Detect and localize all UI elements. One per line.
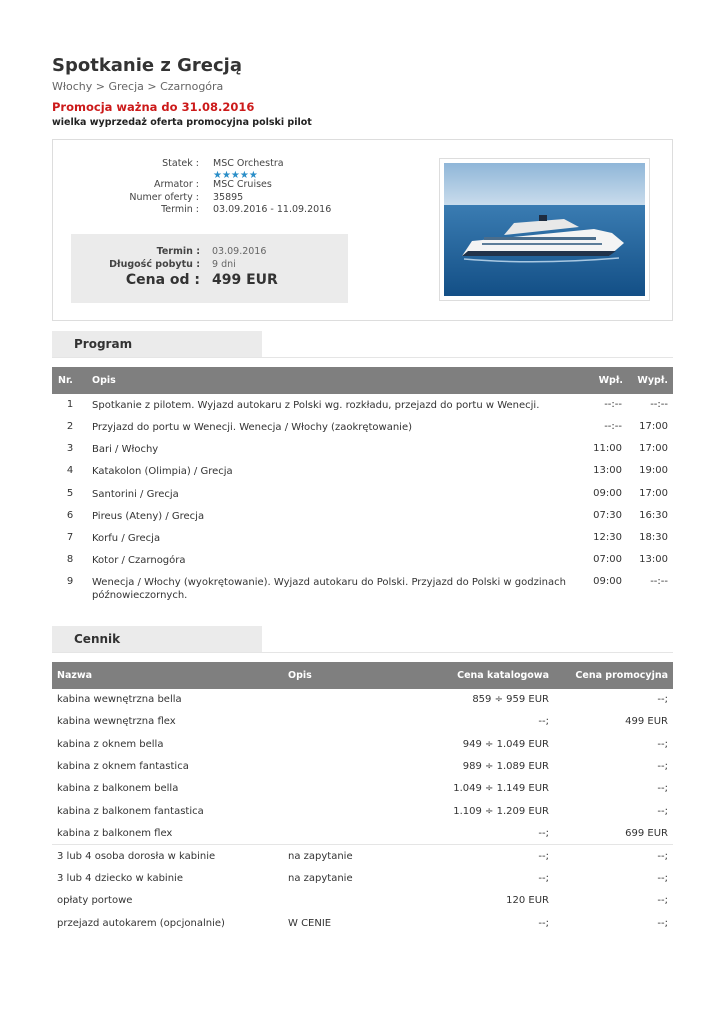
term-value: 03.09.2016 - 11.09.2016 bbox=[213, 204, 332, 215]
program-row-arrival: 13:00 bbox=[593, 465, 622, 476]
price-row-catalog: --; bbox=[538, 828, 549, 839]
program-row-arrival: --:-- bbox=[604, 421, 622, 432]
program-row-arrival: 12:30 bbox=[593, 532, 622, 543]
program-row-nr: 6 bbox=[66, 510, 74, 521]
program-row-departure: 17:00 bbox=[639, 488, 668, 499]
price-box bbox=[71, 234, 348, 303]
price-term-value: 03.09.2016 bbox=[212, 246, 267, 257]
program-row-description: Przyjazd do portu w Wenecji. Wenecja / Włochy (zaokrętowanie) bbox=[92, 422, 413, 433]
offer-number-value: 35895 bbox=[213, 192, 244, 203]
program-col-nr: Nr. bbox=[58, 375, 73, 386]
price-row-name: kabina z oknem bella bbox=[57, 739, 164, 750]
cennik-table-header bbox=[52, 662, 673, 689]
owner-label: Armator : bbox=[154, 179, 199, 190]
price-row-promo: --; bbox=[657, 851, 668, 862]
price-row-name: 3 lub 4 dziecko w kabinie bbox=[57, 873, 183, 884]
price-row-catalog: 949 ÷ 1.049 EUR bbox=[462, 739, 549, 750]
program-row-description: Wenecja / Włochy (wyokrętowanie). Wyjazd autokaru do Polski. Przyjazd do Polski w godzinach późnowieczornych. bbox=[92, 577, 566, 601]
price-from-label: Cena od : bbox=[125, 272, 200, 288]
program-row-description: Katakolon (Olimpia) / Grecja bbox=[92, 466, 233, 477]
price-row-promo: --; bbox=[657, 806, 668, 817]
price-row-promo: --; bbox=[657, 918, 668, 929]
price-row bbox=[52, 694, 673, 716]
program-row-arrival: 07:00 bbox=[593, 554, 622, 565]
price-row-catalog: --; bbox=[538, 873, 549, 884]
price-row-catalog: 1.049 ÷ 1.149 EUR bbox=[453, 783, 549, 794]
promo-validity: Promocja ważna do 31.08.2016 bbox=[52, 100, 255, 114]
program-col-opis: Opis bbox=[92, 375, 116, 386]
offer-number-label: Numer oferty : bbox=[129, 192, 199, 203]
price-row-name: 3 lub 4 osoba dorosła w kabinie bbox=[57, 851, 216, 862]
price-row-promo: --; bbox=[657, 761, 668, 772]
price-row-description: na zapytanie bbox=[288, 851, 353, 862]
price-row-name: przejazd autokarem (opcjonalnie) bbox=[57, 918, 225, 929]
price-row-promo: --; bbox=[657, 895, 668, 906]
rating-stars-icon: ★★★★★ bbox=[213, 170, 258, 181]
price-row-name: kabina z balkonem fantastica bbox=[57, 806, 204, 817]
program-row-nr: 2 bbox=[66, 421, 74, 432]
program-row-nr: 8 bbox=[66, 554, 74, 565]
cennik-col-nazwa: Nazwa bbox=[57, 670, 93, 681]
program-row-departure: --:-- bbox=[650, 399, 668, 410]
cennik-col-katalogowa: Cena katalogowa bbox=[457, 670, 549, 681]
program-row-departure: 16:30 bbox=[639, 510, 668, 521]
cennik-divider bbox=[52, 652, 673, 653]
price-row-catalog: --; bbox=[538, 851, 549, 862]
price-row-promo: --; bbox=[657, 873, 668, 884]
price-row-catalog: 859 ÷ 959 EUR bbox=[472, 694, 549, 705]
page-title: Spotkanie z Grecją bbox=[52, 55, 242, 76]
program-row-description: Spotkanie z pilotem. Wyjazd autokaru z Polski wg. rozkładu, przejazd do portu w Wenecji. bbox=[92, 400, 540, 411]
program-heading: Program bbox=[52, 331, 262, 357]
price-row-catalog: 989 ÷ 1.089 EUR bbox=[462, 761, 549, 772]
program-row-arrival: 09:00 bbox=[593, 488, 622, 499]
price-row-promo: --; bbox=[657, 739, 668, 750]
program-row-departure: 19:00 bbox=[639, 465, 668, 476]
price-term-label: Termin : bbox=[156, 246, 200, 257]
owner-row bbox=[113, 179, 373, 192]
price-row bbox=[52, 806, 673, 828]
program-col-wypl: Wypł. bbox=[637, 375, 668, 386]
program-row-arrival: --:-- bbox=[604, 399, 622, 410]
price-row bbox=[52, 918, 673, 940]
program-row-nr: 5 bbox=[66, 488, 74, 499]
term-label: Termin : bbox=[161, 204, 199, 215]
promo-description: wielka wyprzedaż oferta promocyjna polski pilot bbox=[52, 117, 312, 128]
ship-label: Statek : bbox=[162, 158, 199, 169]
price-row bbox=[52, 739, 673, 761]
price-row-promo: --; bbox=[657, 694, 668, 705]
price-row-name: kabina wewnętrzna flex bbox=[57, 716, 176, 727]
price-row bbox=[52, 716, 673, 738]
price-row-name: kabina z balkonem bella bbox=[57, 783, 179, 794]
ship-photo bbox=[444, 163, 645, 296]
ship-photo-frame bbox=[439, 158, 650, 301]
price-row-catalog: --; bbox=[538, 716, 549, 727]
program-row-description: Pireus (Ateny) / Grecja bbox=[92, 511, 205, 522]
price-row-name: opłaty portowe bbox=[57, 895, 133, 906]
price-row bbox=[52, 873, 673, 895]
owner-value: MSC Cruises bbox=[213, 179, 272, 190]
price-row-promo: 499 EUR bbox=[625, 716, 668, 727]
price-from-value: 499 EUR bbox=[212, 272, 278, 288]
program-row-description: Korfu / Grecja bbox=[92, 533, 161, 544]
ship-value: MSC Orchestra bbox=[213, 158, 284, 169]
price-row-promo: --; bbox=[657, 783, 668, 794]
price-row-catalog: --; bbox=[538, 918, 549, 929]
program-row-departure: 13:00 bbox=[639, 554, 668, 565]
breadcrumb: Włochy > Grecja > Czarnogóra bbox=[52, 80, 224, 93]
program-row-description: Kotor / Czarnogóra bbox=[92, 555, 186, 566]
program-row-departure: 17:00 bbox=[639, 421, 668, 432]
price-row-promo: 699 EUR bbox=[625, 828, 668, 839]
program-row-nr: 3 bbox=[66, 443, 74, 454]
price-row bbox=[52, 783, 673, 805]
price-row-catalog: 120 EUR bbox=[506, 895, 549, 906]
cennik-heading: Cennik bbox=[52, 626, 262, 652]
cennik-col-promocyjna: Cena promocyjna bbox=[575, 670, 668, 681]
program-row-departure: 17:00 bbox=[639, 443, 668, 454]
program-row-description: Santorini / Grecja bbox=[92, 489, 179, 500]
duration-value: 9 dni bbox=[212, 259, 236, 270]
program-row-arrival: 09:00 bbox=[593, 576, 622, 587]
program-row-departure: --:-- bbox=[650, 576, 668, 587]
offer-info-box bbox=[52, 139, 673, 321]
price-row-catalog: 1.109 ÷ 1.209 EUR bbox=[453, 806, 549, 817]
duration-label: Długość pobytu : bbox=[109, 259, 200, 270]
program-row-nr: 1 bbox=[66, 399, 74, 410]
program-col-wpl: Wpł. bbox=[598, 375, 623, 386]
program-row-description: Bari / Włochy bbox=[92, 444, 159, 455]
program-table-header bbox=[52, 367, 673, 394]
program-row-nr: 7 bbox=[66, 532, 74, 543]
price-row-name: kabina z oknem fantastica bbox=[57, 761, 189, 772]
program-row-arrival: 07:30 bbox=[593, 510, 622, 521]
price-row bbox=[52, 895, 673, 917]
program-row-arrival: 11:00 bbox=[593, 443, 622, 454]
price-row bbox=[52, 761, 673, 783]
price-row bbox=[52, 844, 673, 866]
program-row-nr: 4 bbox=[66, 465, 74, 476]
term-row bbox=[113, 204, 373, 217]
program-divider bbox=[52, 357, 673, 358]
price-row-name: kabina wewnętrzna bella bbox=[57, 694, 182, 705]
cennik-col-opis: Opis bbox=[288, 670, 312, 681]
price-row-description: na zapytanie bbox=[288, 873, 353, 884]
program-row-departure: 18:30 bbox=[639, 532, 668, 543]
price-row-description: W CENIE bbox=[288, 918, 332, 929]
program-row-nr: 9 bbox=[66, 576, 74, 587]
price-row-name: kabina z balkonem flex bbox=[57, 828, 173, 839]
